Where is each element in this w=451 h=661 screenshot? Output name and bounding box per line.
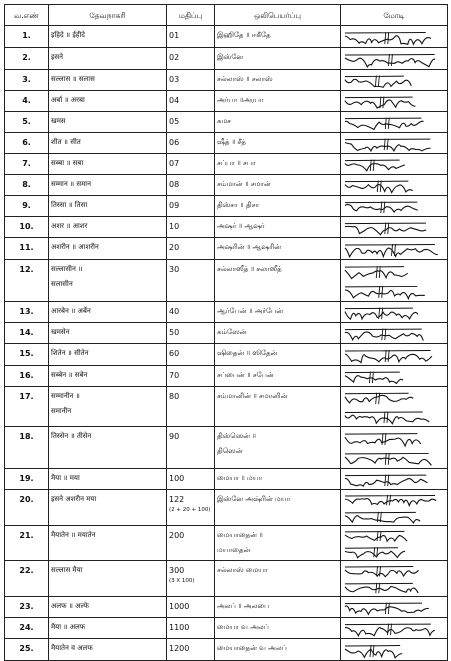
devanagari-cell [49,154,167,175]
transliteration-cell [215,618,341,639]
modi-handwriting-image [343,217,445,236]
serial-cell: 17. [5,387,49,427]
serial-cell: 20. [5,490,49,526]
devanagari-cell [49,469,167,490]
table-row [5,91,448,112]
transliteration-text: திஸ்ஸென் ॥ [217,432,256,440]
transliteration-text-line2: மயாதைன் [217,546,338,555]
modi-cell [341,70,448,91]
transliteration-text: இஹிதே ॥ ஈகீதே [217,31,271,39]
modi-cell [341,238,448,260]
transliteration-text-line2: திஸென் [217,447,338,456]
transliteration-cell [215,175,341,196]
transliteration-cell [215,196,341,217]
value-text: 30 [169,265,179,274]
value-cell [167,133,215,154]
table-body [5,26,448,661]
table-row [5,618,448,639]
modi-handwriting-image [343,469,445,488]
transliteration-text: கம்ஸேன் [217,328,246,336]
devanagari-text: सल्लास ॥ सलास [51,75,95,83]
document-table-container [4,4,447,661]
table-row [5,490,448,526]
devanagari-text: शितेन ॥ सीतेन [51,349,89,357]
value-cell [167,91,215,112]
devanagari-text: इसने अशरीन मया [51,495,96,503]
value-cell [167,490,215,526]
devanagari-text: अशरीन ॥ आशरीन [51,243,99,251]
value-text: 200 [169,531,184,540]
value-text: 09 [169,201,179,210]
transliteration-text: சம்மான் ॥ சமான் [217,180,271,188]
modi-cell [341,154,448,175]
value-cell [167,260,215,302]
transliteration-text: சல்லாஸ் மையா [217,566,268,574]
value-cell [167,344,215,366]
transliteration-text: ஆர்பேன் ॥ அர்பேன் [217,307,283,315]
value-text: 300 [169,566,184,575]
modi-cell [341,133,448,154]
serial-cell: 9. [5,196,49,217]
value-text: 60 [169,349,179,358]
modi-handwriting-image [343,70,445,89]
modi-handwriting-image [343,323,445,342]
devanagari-text: इसने [51,53,63,61]
modi-cell [341,26,448,48]
devanagari-text: खमसेन [51,328,70,336]
value-text: 08 [169,180,179,189]
transliteration-cell [215,597,341,618]
value-cell [167,366,215,387]
value-text: 02 [169,53,179,62]
devanagari-text: मैयातेन व अलफ [51,644,93,652]
modi-cell [341,597,448,618]
value-text: 10 [169,222,179,231]
value-text: 122 [169,495,184,504]
serial-cell: 19. [5,469,49,490]
devanagari-cell [49,639,167,661]
value-cell [167,238,215,260]
modi-cell [341,302,448,323]
value-breakdown: (3 X 100) [169,578,212,585]
table-row [5,133,448,154]
value-text: 1100 [169,623,189,632]
serial-cell: 15. [5,344,49,366]
serial-cell: 18. [5,427,49,469]
value-cell [167,112,215,133]
value-text: 01 [169,31,179,40]
modi-cell [341,217,448,238]
transliteration-text: சப்பைன் ॥ சபேன் [217,371,274,379]
table-row [5,469,448,490]
modi-handwriting-image [343,427,445,467]
table-row [5,48,448,70]
transliteration-cell [215,91,341,112]
header-serial: வ.எண் [5,5,49,26]
table-row [5,175,448,196]
value-text: 70 [169,371,179,380]
transliteration-text: கமச [217,117,231,125]
devanagari-cell [49,561,167,597]
devanagari-cell [49,217,167,238]
table-row [5,238,448,260]
table-row [5,526,448,561]
transliteration-cell [215,639,341,661]
serial-cell: 24. [5,618,49,639]
transliteration-cell [215,133,341,154]
devanagari-cell [49,238,167,260]
transliteration-cell [215,344,341,366]
modi-cell [341,366,448,387]
modi-handwriting-image [343,344,445,364]
devanagari-text: मैया ॥ मया [51,474,80,482]
modi-cell [341,639,448,661]
devanagari-text: अलफ ॥ अल्फे [51,602,89,610]
value-text: 1200 [169,644,189,653]
transliteration-cell [215,48,341,70]
transliteration-cell [215,427,341,469]
modi-handwriting-image [343,112,445,131]
modi-handwriting-image [343,490,445,524]
transliteration-text: அஷரின் ॥ ஆஷரின் [217,243,281,251]
devanagari-cell [49,133,167,154]
modi-handwriting-image [343,48,445,68]
devanagari-text: तिस्सा ॥ तिसा [51,201,87,209]
devanagari-cell [49,48,167,70]
header-modi: மோடி [341,5,448,26]
table-row [5,639,448,661]
devanagari-cell [49,26,167,48]
numeral-table [4,4,448,661]
value-cell [167,561,215,597]
modi-handwriting-image [343,639,445,659]
devanagari-cell [49,427,167,469]
devanagari-cell [49,323,167,344]
modi-cell [341,344,448,366]
transliteration-text: சப்பா ॥ சபா [217,159,256,167]
value-text: 20 [169,243,179,252]
modi-handwriting-image [343,196,445,215]
devanagari-cell [49,302,167,323]
table-row [5,196,448,217]
table-row [5,260,448,302]
transliteration-text: திஸ்சா ॥ திசா [217,201,259,209]
modi-cell [341,91,448,112]
transliteration-cell [215,154,341,175]
modi-handwriting-image [343,387,445,425]
value-cell [167,70,215,91]
modi-cell [341,618,448,639]
serial-cell: 23. [5,597,49,618]
value-text: 50 [169,328,179,337]
modi-handwriting-image [343,175,445,194]
table-row [5,561,448,597]
table-row [5,387,448,427]
value-cell [167,48,215,70]
serial-cell: 3. [5,70,49,91]
devanagari-text-line2: समानीन [51,407,164,416]
modi-cell [341,48,448,70]
transliteration-text: சம்மானின் ॥ சமானின் [217,392,287,400]
transliteration-text: மையாதைன் ॥ [217,531,263,539]
value-text: 1000 [169,602,189,611]
value-cell [167,217,215,238]
transliteration-cell [215,490,341,526]
modi-handwriting-image [343,260,445,300]
transliteration-text: சல்லாஸ் ॥ சலாஸ் [217,75,273,83]
devanagari-text-line2: सलासीन [51,280,164,289]
devanagari-text: खमस [51,117,66,125]
header-transliteration: ஒலிபெயர்ப்பு [215,5,341,26]
serial-cell: 12. [5,260,49,302]
modi-cell [341,260,448,302]
devanagari-cell [49,260,167,302]
transliteration-text: சல்லாஸீத் ॥ சலாஸீத் [217,265,282,273]
modi-cell [341,469,448,490]
devanagari-cell [49,618,167,639]
modi-cell [341,112,448,133]
devanagari-text: मैया ॥ अलफ [51,623,85,631]
serial-cell: 7. [5,154,49,175]
table-row [5,323,448,344]
modi-handwriting-image [343,618,445,637]
serial-cell: 16. [5,366,49,387]
value-text: 05 [169,117,179,126]
devanagari-text: अर्बा ॥ अरबा [51,96,85,104]
devanagari-text: सल्लासीन ॥ [51,265,82,273]
modi-cell [341,196,448,217]
serial-cell: 8. [5,175,49,196]
modi-cell [341,387,448,427]
value-text: 80 [169,392,179,401]
serial-cell: 5. [5,112,49,133]
devanagari-text: सब्बा ॥ सबा [51,159,83,167]
devanagari-cell [49,366,167,387]
devanagari-cell [49,490,167,526]
devanagari-cell [49,112,167,133]
value-cell [167,469,215,490]
devanagari-text: सब्बेन ॥ सबेन [51,371,87,379]
devanagari-text: सम्मान ॥ समान [51,180,91,188]
modi-cell [341,561,448,597]
table-row [5,112,448,133]
table-row [5,427,448,469]
transliteration-cell [215,526,341,561]
devanagari-cell [49,196,167,217]
modi-handwriting-image [343,366,445,385]
modi-handwriting-image [343,133,445,152]
transliteration-cell [215,323,341,344]
devanagari-cell [49,387,167,427]
transliteration-cell [215,302,341,323]
value-text: 04 [169,96,179,105]
table-row [5,154,448,175]
modi-handwriting-image [343,597,445,616]
modi-cell [341,175,448,196]
value-text: 40 [169,307,179,316]
value-text: 100 [169,474,184,483]
transliteration-cell [215,469,341,490]
header-value: மதிப்பு [167,5,215,26]
modi-cell [341,526,448,561]
transliteration-text: அர்பா ॥அரபா [217,96,263,104]
transliteration-text: மையா வ அலப் [217,623,269,631]
serial-cell: 11. [5,238,49,260]
transliteration-cell [215,26,341,48]
serial-cell: 6. [5,133,49,154]
devanagari-text: आरबेन ॥ अर्बेन [51,307,91,315]
transliteration-cell [215,217,341,238]
serial-cell: 25. [5,639,49,661]
value-cell [167,175,215,196]
modi-handwriting-image [343,526,445,559]
table-row [5,217,448,238]
modi-cell [341,427,448,469]
modi-handwriting-image [343,238,445,258]
value-cell [167,427,215,469]
value-text: 90 [169,432,179,441]
devanagari-text: सल्लास मैया [51,566,82,574]
devanagari-text: इहिदे ॥ ईहीदे [51,31,85,39]
transliteration-cell [215,561,341,597]
transliteration-text: அஷர் ॥ ஆஷர் [217,222,265,230]
transliteration-text: இஸ்னே [217,53,243,61]
value-text: 06 [169,138,179,147]
transliteration-text: மையா ॥ மயா [217,474,262,482]
header-devanagari: தேவநாகரி [49,5,167,26]
transliteration-text: இஸ்னே அஷ்ரின் மயா [217,495,290,503]
serial-cell: 21. [5,526,49,561]
devanagari-cell [49,597,167,618]
modi-handwriting-image [343,154,445,173]
value-cell [167,387,215,427]
devanagari-text: शीत ॥ सीत [51,138,81,146]
devanagari-cell [49,91,167,112]
transliteration-text: மையாதைன் வ அலப் [217,644,287,652]
value-cell [167,618,215,639]
transliteration-text: அலப் ॥ அலபை [217,602,269,610]
devanagari-cell [49,526,167,561]
modi-cell [341,323,448,344]
serial-cell: 13. [5,302,49,323]
transliteration-cell [215,112,341,133]
devanagari-cell [49,175,167,196]
value-cell [167,323,215,344]
value-text: 03 [169,75,179,84]
value-cell [167,154,215,175]
serial-cell: 22. [5,561,49,597]
value-breakdown: (2 + 20 + 100) [169,507,212,514]
table-row [5,70,448,91]
serial-cell: 1. [5,26,49,48]
modi-handwriting-image [343,302,445,321]
devanagari-cell [49,344,167,366]
table-row [5,26,448,48]
transliteration-cell [215,70,341,91]
modi-handwriting-image [343,91,445,110]
value-cell [167,639,215,661]
transliteration-cell [215,387,341,427]
devanagari-text: मैयातेन ॥ मयातेन [51,531,96,539]
devanagari-text: अशर ॥ आशर [51,222,87,230]
table-row [5,344,448,366]
serial-cell: 10. [5,217,49,238]
header-row [5,5,448,26]
value-cell [167,26,215,48]
transliteration-text: ஷிதைன் ॥ ஸிதேன் [217,349,277,357]
table-row [5,597,448,618]
devanagari-text: सम्मानीन ॥ [51,392,80,400]
serial-cell: 4. [5,91,49,112]
value-cell [167,302,215,323]
table-row [5,302,448,323]
transliteration-cell [215,366,341,387]
modi-handwriting-image [343,561,445,595]
devanagari-text: तिस्सेन ॥ तीसेन [51,432,91,440]
serial-cell: 2. [5,48,49,70]
modi-handwriting-image [343,26,445,46]
transliteration-cell [215,260,341,302]
modi-cell [341,490,448,526]
value-text: 07 [169,159,179,168]
serial-cell: 14. [5,323,49,344]
devanagari-cell [49,70,167,91]
transliteration-cell [215,238,341,260]
value-cell [167,597,215,618]
table-row [5,366,448,387]
value-cell [167,526,215,561]
transliteration-text: ஷீத் ॥ சீத் [217,138,246,146]
value-cell [167,196,215,217]
